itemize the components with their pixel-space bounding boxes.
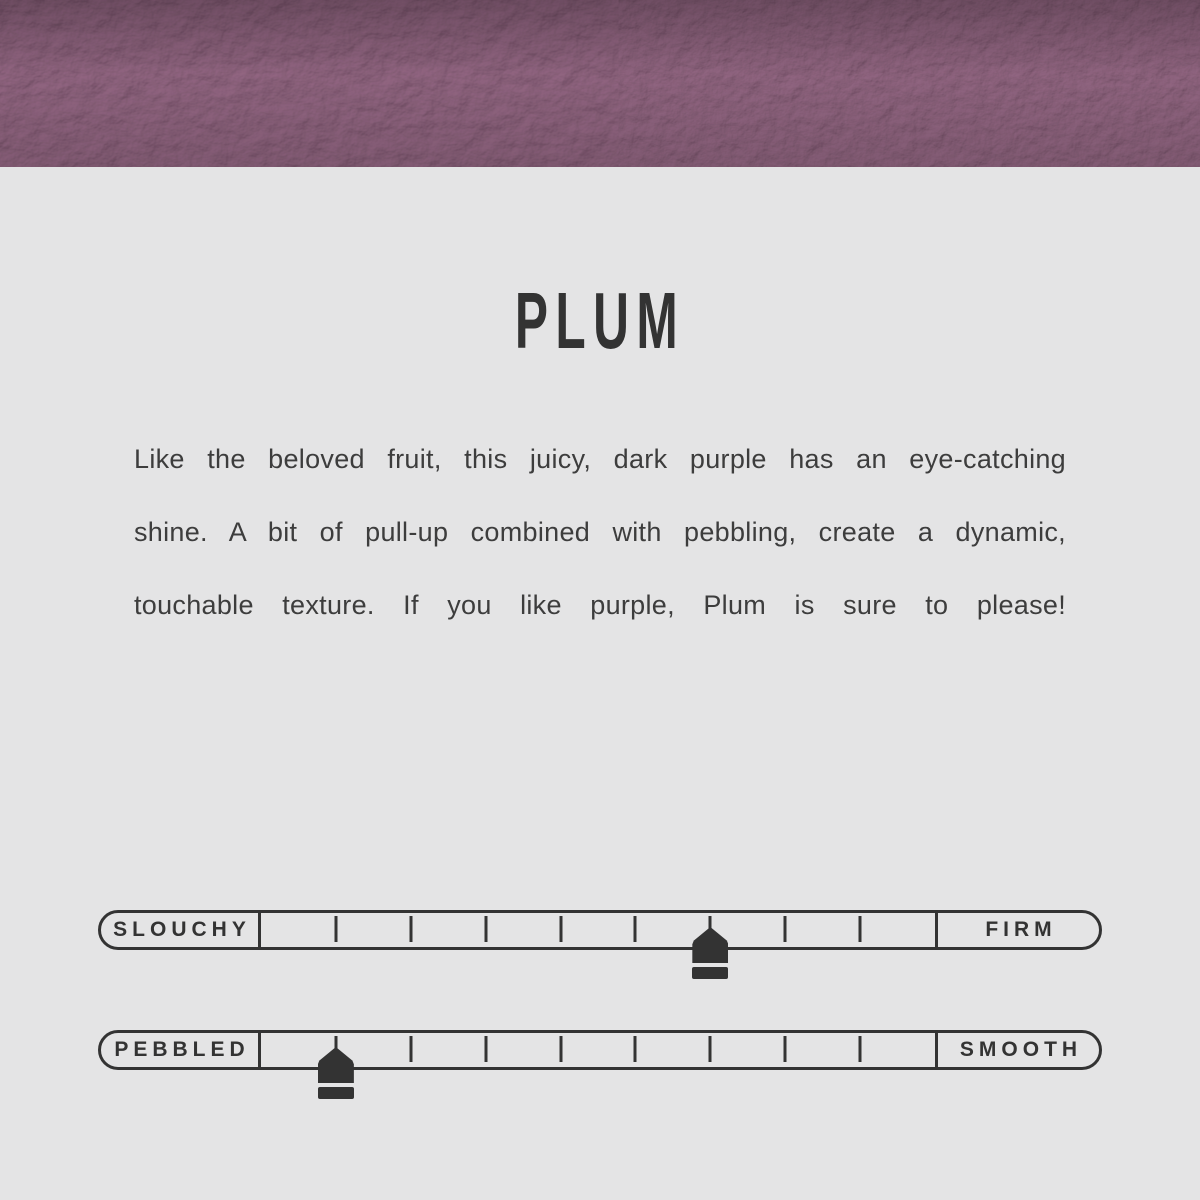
- position-marker: [692, 927, 728, 979]
- scale-left-label: PEBBLED: [114, 1038, 250, 1061]
- leather-texture-image: [0, 0, 1200, 167]
- description-line-3: touchable texture. If you like purple, Plum is sure to please!: [134, 590, 1066, 620]
- position-marker-base: [692, 967, 728, 979]
- scale-track: [261, 913, 935, 947]
- position-marker-head: [318, 1047, 354, 1083]
- scale-track: [261, 1033, 935, 1067]
- tick-mark: [559, 916, 562, 942]
- scale-slouchy-firm: [98, 910, 1102, 950]
- page-title: PLUM: [514, 276, 686, 365]
- description-line-2: shine. A bit of pull-up combined with pebbling, create a dynamic,: [134, 517, 1066, 547]
- scale-right-label: FIRM: [985, 918, 1057, 941]
- tick-mark: [409, 916, 412, 942]
- description-line-1: Like the beloved fruit, this juicy, dark purple has an eye-catching: [134, 444, 1066, 474]
- scale-pill: [98, 1030, 1102, 1070]
- scale-left-cap: [101, 1033, 261, 1067]
- tick-mark: [334, 916, 337, 942]
- scale-left-label: SLOUCHY: [113, 918, 251, 941]
- scale-pill: [98, 910, 1102, 950]
- tick-mark: [559, 1036, 562, 1062]
- position-marker-base: [318, 1087, 354, 1099]
- tick-mark: [484, 1036, 487, 1062]
- scale-pebbled-smooth: [98, 1030, 1102, 1070]
- rating-scales: [0, 910, 1200, 1070]
- position-marker: [318, 1047, 354, 1099]
- leather-swatch-banner: [0, 0, 1200, 167]
- tick-mark: [784, 1036, 787, 1062]
- scale-right-label: SMOOTH: [959, 1038, 1083, 1061]
- tick-mark: [634, 916, 637, 942]
- scale-right-cap: [935, 913, 1099, 947]
- tick-mark: [859, 916, 862, 942]
- tick-mark: [784, 916, 787, 942]
- scale-right-cap: [935, 1033, 1099, 1067]
- tick-mark: [409, 1036, 412, 1062]
- scale-left-cap: [101, 913, 261, 947]
- tick-mark: [484, 916, 487, 942]
- tick-mark: [709, 1036, 712, 1062]
- tick-mark: [634, 1036, 637, 1062]
- content: [0, 276, 1200, 1070]
- tick-mark: [859, 1036, 862, 1062]
- description: [134, 423, 1066, 642]
- position-marker-head: [692, 927, 728, 963]
